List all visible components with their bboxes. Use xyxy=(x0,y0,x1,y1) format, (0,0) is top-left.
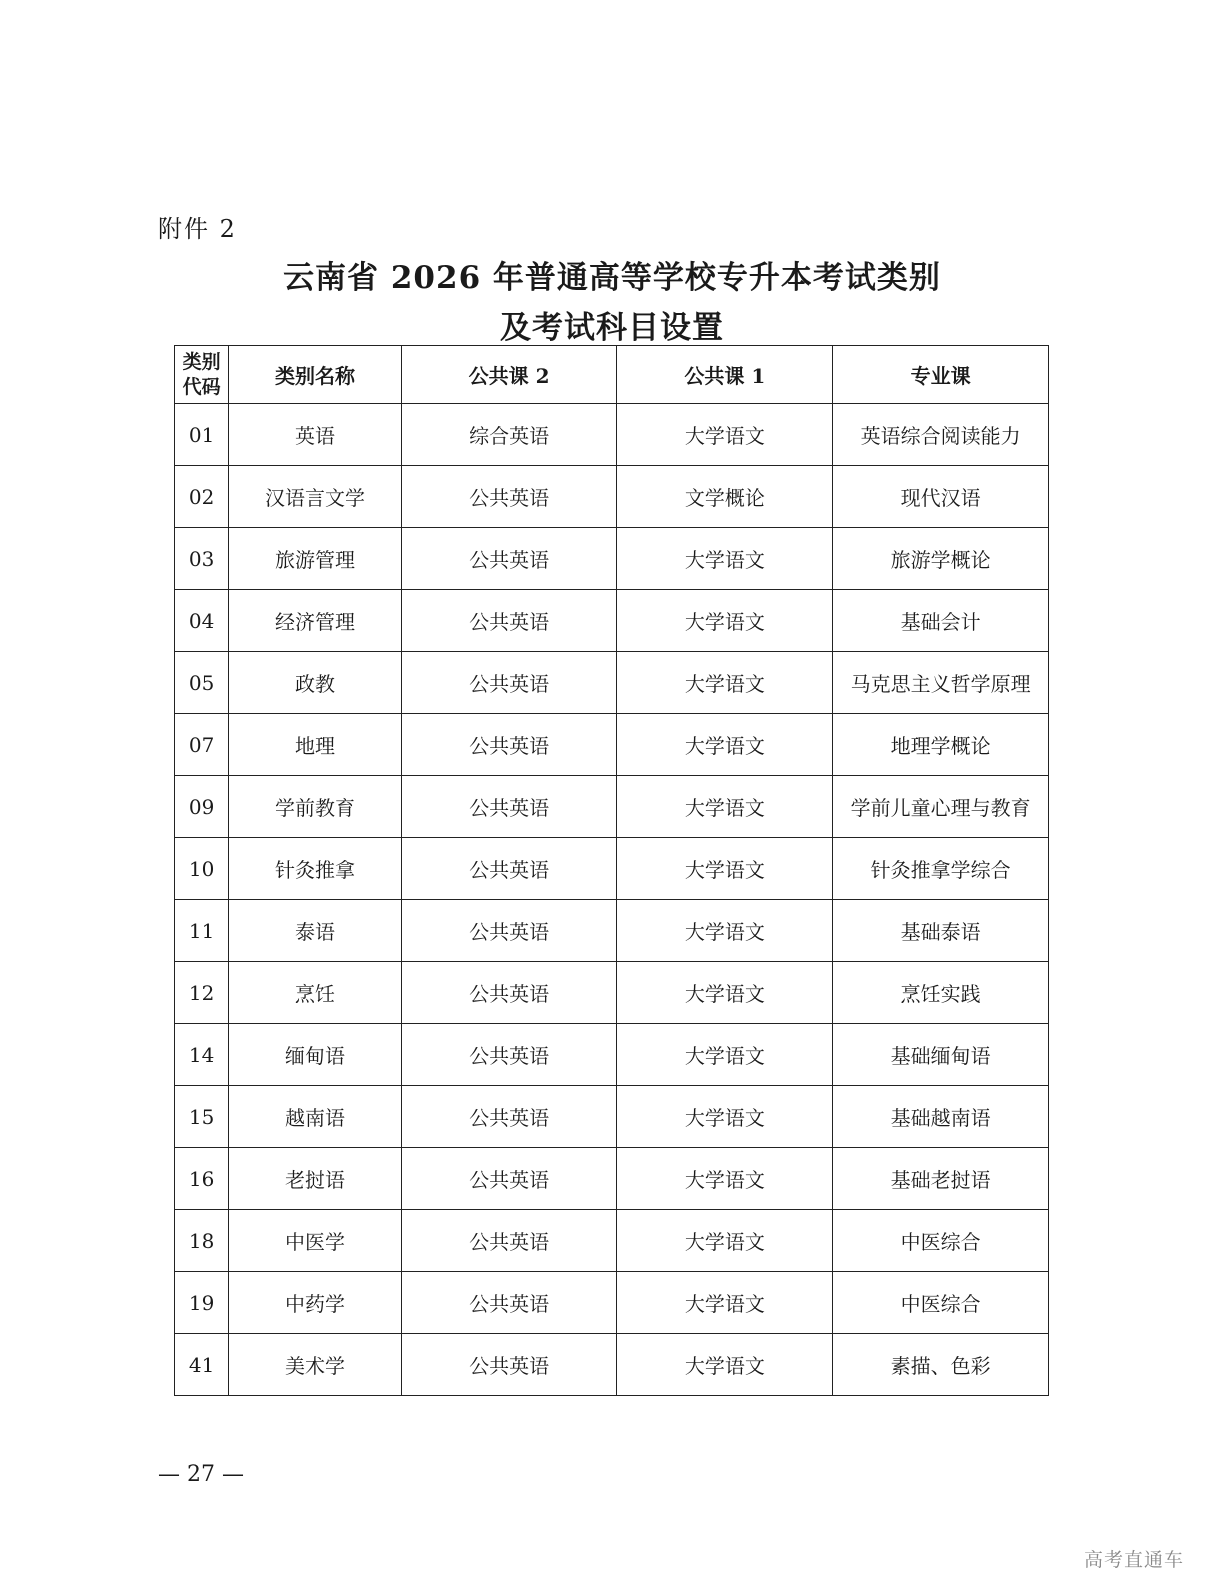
table-row xyxy=(175,404,1049,466)
cell-public-course-1: 大学语文 xyxy=(617,1148,833,1210)
header-category-name: 类别名称 xyxy=(229,346,402,404)
cell-major-course: 现代汉语 xyxy=(833,466,1049,528)
cell-category-code: 04 xyxy=(175,590,229,652)
cell-major-course: 地理学概论 xyxy=(833,714,1049,776)
table-body xyxy=(175,404,1049,1396)
cell-major-course: 学前儿童心理与教育 xyxy=(833,776,1049,838)
cell-category-name: 地理 xyxy=(229,714,402,776)
header-public-course-2: 公共课 2 xyxy=(401,346,617,404)
cell-public-course-1: 大学语文 xyxy=(617,1086,833,1148)
table-row xyxy=(175,528,1049,590)
cell-category-code: 19 xyxy=(175,1272,229,1334)
cell-public-course-2: 公共英语 xyxy=(401,1210,617,1272)
table-row xyxy=(175,776,1049,838)
cell-major-course: 马克思主义哲学原理 xyxy=(833,652,1049,714)
cell-public-course-1: 大学语文 xyxy=(617,776,833,838)
cell-public-course-2: 公共英语 xyxy=(401,590,617,652)
cell-public-course-2: 公共英语 xyxy=(401,1024,617,1086)
table-row xyxy=(175,466,1049,528)
cell-public-course-1: 大学语文 xyxy=(617,652,833,714)
cell-major-course: 旅游学概论 xyxy=(833,528,1049,590)
table-row xyxy=(175,1210,1049,1272)
table-row xyxy=(175,1272,1049,1334)
cell-major-course: 基础会计 xyxy=(833,590,1049,652)
cell-public-course-2: 公共英语 xyxy=(401,776,617,838)
cell-public-course-1: 文学概论 xyxy=(617,466,833,528)
cell-public-course-2: 公共英语 xyxy=(401,1086,617,1148)
cell-public-course-1: 大学语文 xyxy=(617,900,833,962)
cell-category-name: 汉语言文学 xyxy=(229,466,402,528)
cell-category-code: 16 xyxy=(175,1148,229,1210)
cell-public-course-2: 公共英语 xyxy=(401,962,617,1024)
cell-category-code: 07 xyxy=(175,714,229,776)
cell-major-course: 基础泰语 xyxy=(833,900,1049,962)
table-row xyxy=(175,652,1049,714)
table-row xyxy=(175,900,1049,962)
cell-category-name: 英语 xyxy=(229,404,402,466)
cell-category-name: 越南语 xyxy=(229,1086,402,1148)
cell-category-name: 经济管理 xyxy=(229,590,402,652)
cell-public-course-1: 大学语文 xyxy=(617,714,833,776)
cell-category-code: 14 xyxy=(175,1024,229,1086)
cell-category-code: 02 xyxy=(175,466,229,528)
table-row xyxy=(175,714,1049,776)
cell-category-name: 中药学 xyxy=(229,1272,402,1334)
document-title-line-1: 云南省 2026 年普通高等学校专升本考试类别 xyxy=(283,260,941,296)
header-public-course-1: 公共课 1 xyxy=(617,346,833,404)
cell-major-course: 素描、色彩 xyxy=(833,1334,1049,1396)
cell-category-name: 美术学 xyxy=(229,1334,402,1396)
attachment-label: 附件 2 xyxy=(158,215,237,243)
cell-category-name: 旅游管理 xyxy=(229,528,402,590)
cell-category-name: 泰语 xyxy=(229,900,402,962)
cell-major-course: 烹饪实践 xyxy=(833,962,1049,1024)
cell-major-course: 中医综合 xyxy=(833,1272,1049,1334)
cell-category-name: 烹饪 xyxy=(229,962,402,1024)
cell-public-course-1: 大学语文 xyxy=(617,838,833,900)
cell-public-course-2: 综合英语 xyxy=(401,404,617,466)
table-header-row xyxy=(175,346,1049,404)
table-row xyxy=(175,590,1049,652)
cell-public-course-2: 公共英语 xyxy=(401,652,617,714)
header-code-line-1: 类别 xyxy=(182,350,221,373)
cell-category-name: 学前教育 xyxy=(229,776,402,838)
cell-public-course-1: 大学语文 xyxy=(617,1210,833,1272)
cell-category-code: 03 xyxy=(175,528,229,590)
cell-public-course-1: 大学语文 xyxy=(617,1334,833,1396)
cell-major-course: 针灸推拿学综合 xyxy=(833,838,1049,900)
cell-category-code: 15 xyxy=(175,1086,229,1148)
cell-category-name: 针灸推拿 xyxy=(229,838,402,900)
cell-public-course-1: 大学语文 xyxy=(617,528,833,590)
cell-public-course-2: 公共英语 xyxy=(401,528,617,590)
table-row xyxy=(175,1334,1049,1396)
cell-category-code: 11 xyxy=(175,900,229,962)
cell-major-course: 中医综合 xyxy=(833,1210,1049,1272)
page-number: — 27 — xyxy=(158,1462,244,1487)
cell-category-code: 18 xyxy=(175,1210,229,1272)
cell-category-name: 缅甸语 xyxy=(229,1024,402,1086)
table-row xyxy=(175,1024,1049,1086)
cell-category-name: 政教 xyxy=(229,652,402,714)
table-row xyxy=(175,1086,1049,1148)
cell-public-course-2: 公共英语 xyxy=(401,1272,617,1334)
cell-public-course-2: 公共英语 xyxy=(401,838,617,900)
cell-public-course-1: 大学语文 xyxy=(617,962,833,1024)
header-major-course: 专业课 xyxy=(833,346,1049,404)
cell-major-course: 基础缅甸语 xyxy=(833,1024,1049,1086)
document-title-line-2: 及考试科目设置 xyxy=(500,310,724,346)
cell-public-course-1: 大学语文 xyxy=(617,1272,833,1334)
cell-public-course-2: 公共英语 xyxy=(401,466,617,528)
header-category-code xyxy=(175,346,229,404)
header-code-line-2: 代码 xyxy=(182,375,221,398)
cell-category-name: 中医学 xyxy=(229,1210,402,1272)
cell-major-course: 英语综合阅读能力 xyxy=(833,404,1049,466)
cell-category-code: 12 xyxy=(175,962,229,1024)
cell-category-code: 09 xyxy=(175,776,229,838)
cell-category-name: 老挝语 xyxy=(229,1148,402,1210)
cell-public-course-2: 公共英语 xyxy=(401,900,617,962)
table-row xyxy=(175,1148,1049,1210)
cell-category-code: 05 xyxy=(175,652,229,714)
cell-category-code: 10 xyxy=(175,838,229,900)
watermark-text: 高考直通车 xyxy=(1083,1549,1184,1571)
cell-major-course: 基础老挝语 xyxy=(833,1148,1049,1210)
cell-major-course: 基础越南语 xyxy=(833,1086,1049,1148)
cell-public-course-1: 大学语文 xyxy=(617,404,833,466)
cell-category-code: 01 xyxy=(175,404,229,466)
exam-subjects-table xyxy=(174,345,1049,1396)
table-row xyxy=(175,838,1049,900)
cell-public-course-1: 大学语文 xyxy=(617,590,833,652)
cell-public-course-2: 公共英语 xyxy=(401,1148,617,1210)
cell-category-code: 41 xyxy=(175,1334,229,1396)
table-row xyxy=(175,962,1049,1024)
cell-public-course-1: 大学语文 xyxy=(617,1024,833,1086)
cell-public-course-2: 公共英语 xyxy=(401,714,617,776)
cell-public-course-2: 公共英语 xyxy=(401,1334,617,1396)
